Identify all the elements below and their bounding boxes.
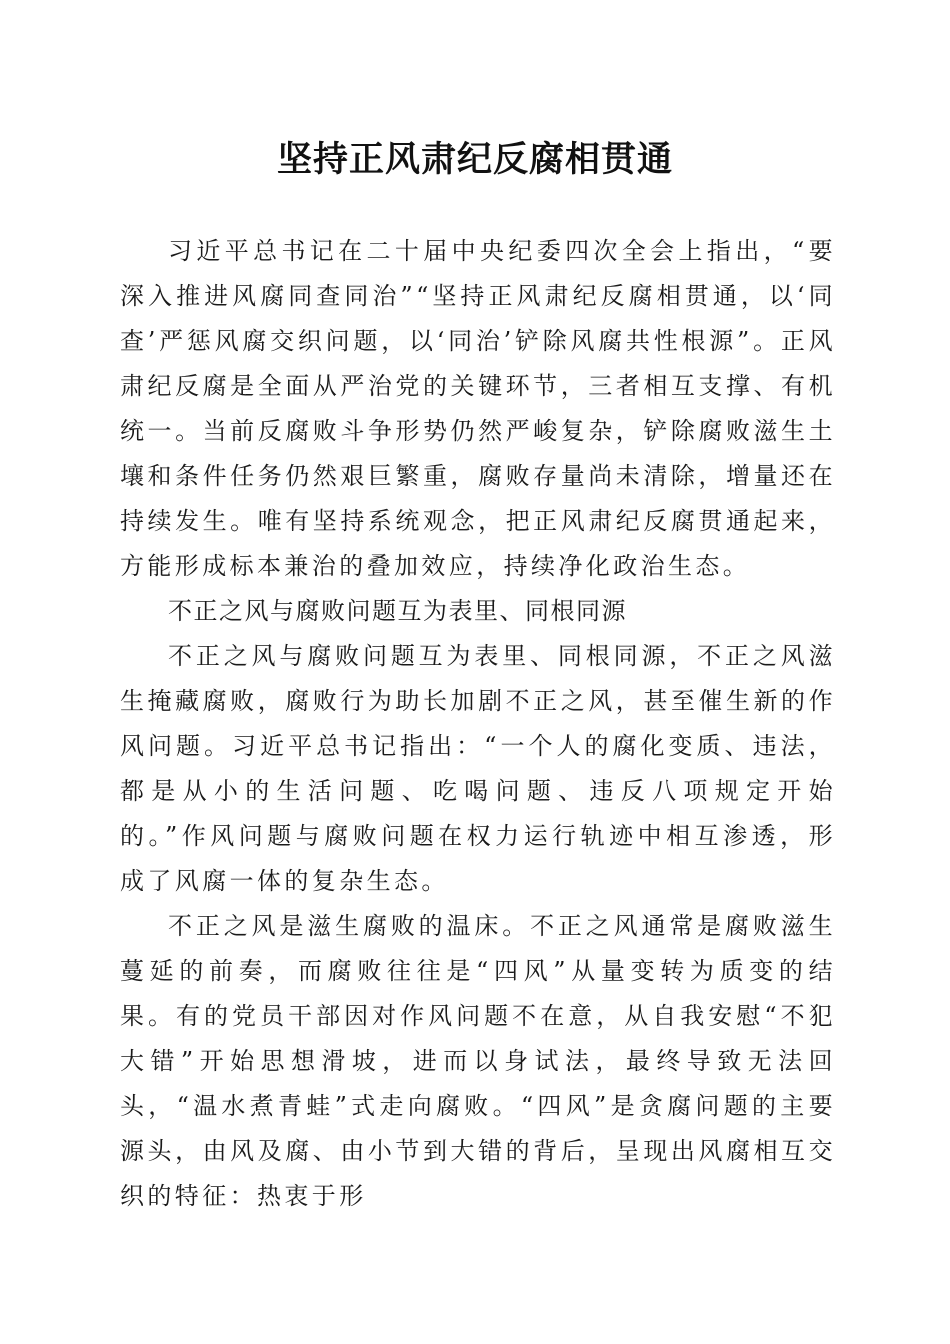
document-title: 坚持正风肃纪反腐相贯通 bbox=[276, 139, 673, 180]
paragraph-section-body: 不正之风与腐败问题互为表里、同根同源，不正之风滋生掩藏腐败，腐败行为助长加剧不正之风，甚至催生新的作风问题。习近平总书记指出：“一个人的腐化变质、违法，都是从小的生活问题、吃喝问题、违反八项规定开始的。”作风问题与腐败问题在权力运行轨迹中相互渗透，形成了风腐一体的复杂生态。 bbox=[120, 642, 836, 895]
document-body bbox=[120, 229, 836, 1219]
paragraph-intro: 习近平总书记在二十届中央纪委四次全会上指出，“要深入推进风腐同查同治”“坚持正风肃纪反腐相贯通，以‘同查’严惩风腐交织问题，以‘同治’铲除风腐共性根源”。正风肃纪反腐是全面从严治党的关键环节，三者相互支撑、有机统一。当前反腐败斗争形势仍然严峻复杂，铲除腐败滋生土壤和条件任务仍然艰巨繁重，腐败存量尚未清除，增量还在持续发生。唯有坚持系统观念，把正风肃纪反腐贯通起来，方能形成标本兼治的叠加效应，持续净化政治生态。 bbox=[120, 237, 836, 580]
section-heading: 不正之风与腐败问题互为表里、同根同源 bbox=[168, 597, 627, 625]
paragraph-hotbed: 不正之风是滋生腐败的温床。不正之风通常是腐败滋生蔓延的前奏，而腐败往往是“四风”从量变转为质变的结果。有的党员干部因对作风问题不在意，从自我安慰“不犯大错”开始思想滑坡，进而以身试法，最终导致无法回头，“温水煮青蛙”式走向腐败。“四风”是贪腐问题的主要源头，由风及腐、由小节到大错的背后，呈现出风腐相互交织的特征：热衷于形 bbox=[120, 912, 836, 1210]
